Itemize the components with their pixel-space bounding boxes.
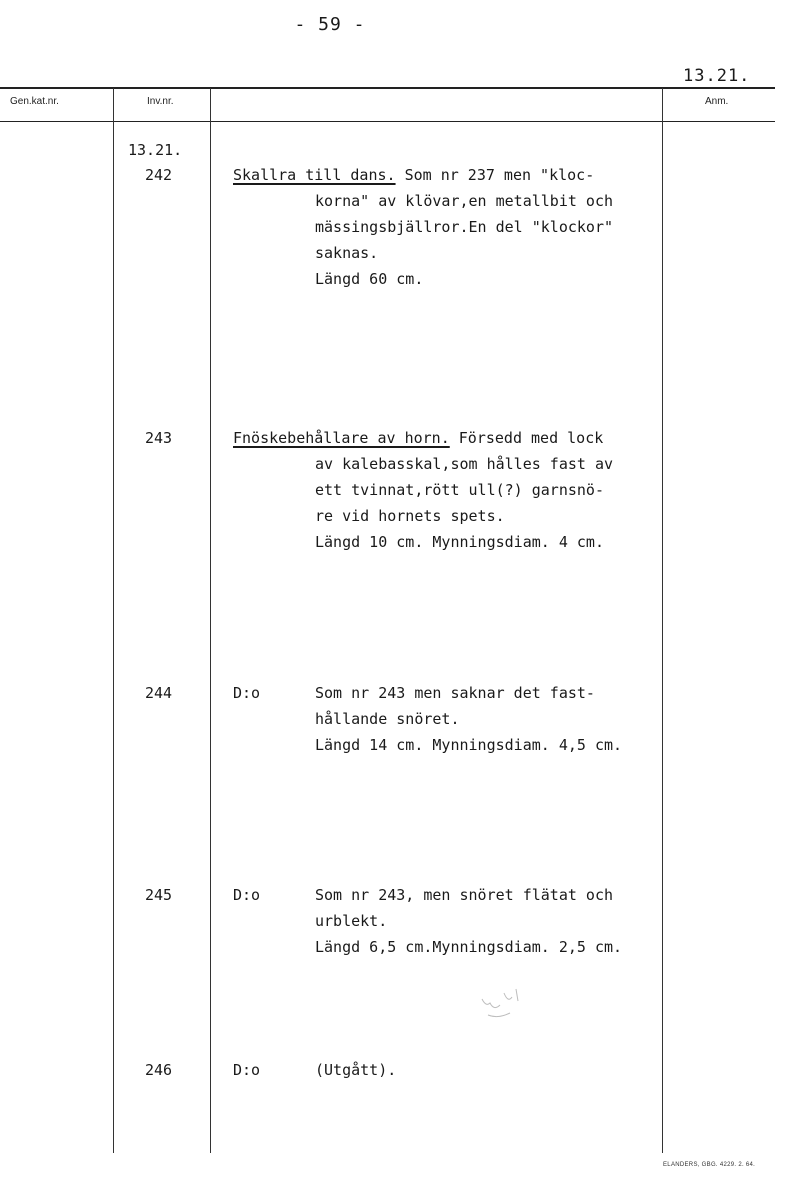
entry-first-line bbox=[233, 162, 594, 188]
description-line: Längd 60 cm. bbox=[315, 270, 424, 288]
description-line: (Utgått). bbox=[315, 1061, 397, 1079]
inv-number: 242 bbox=[145, 166, 173, 184]
description-line: Som nr 243, men snöret flätat och bbox=[315, 886, 614, 904]
inv-number: 245 bbox=[145, 886, 173, 904]
description-line: Längd 10 cm. Mynningsdiam. 4 cm. bbox=[315, 533, 604, 551]
description-line: hållande snöret. bbox=[315, 710, 460, 728]
description-line: Som nr 243 men saknar det fast- bbox=[315, 684, 595, 702]
pencil-mark-scribble bbox=[478, 985, 528, 1025]
column-header-anm: Anm. bbox=[705, 96, 729, 107]
description-line: av kalebasskal,som hålles fast av bbox=[315, 455, 614, 473]
entry-title: Skallra till dans. bbox=[233, 166, 396, 184]
description-line: Längd 6,5 cm.Mynningsdiam. 2,5 cm. bbox=[315, 938, 623, 956]
header-bottom-rule bbox=[0, 121, 775, 122]
inv-number: 244 bbox=[145, 684, 173, 702]
inv-number: 246 bbox=[145, 1061, 173, 1079]
description-line: Som nr 237 men "kloc- bbox=[395, 166, 595, 184]
column-divider-inv-desc bbox=[210, 88, 211, 1153]
column-header-gen-kat-nr: Gen.kat.nr. bbox=[10, 96, 59, 107]
description-line: Försedd med lock bbox=[449, 429, 604, 447]
description-line: Längd 14 cm. Mynningsdiam. 4,5 cm. bbox=[315, 736, 623, 754]
printer-imprint: ELANDERS, GBG. 4229. 2. 64. bbox=[663, 1162, 756, 1168]
section-label: 13.21. bbox=[128, 141, 183, 159]
page-number: - 59 - bbox=[294, 14, 366, 35]
section-number-header: 13.21. bbox=[683, 66, 751, 86]
ditto-marker: D:o bbox=[233, 1061, 261, 1079]
description-line: mässingsbjällror.En del "klockor" bbox=[315, 218, 614, 236]
description-line: ett tvinnat,rött ull(?) garnsnö- bbox=[315, 481, 604, 499]
column-header-inv-nr: Inv.nr. bbox=[147, 96, 174, 107]
description-line: re vid hornets spets. bbox=[315, 507, 505, 525]
entry-title: Fnöskebehållare av horn. bbox=[233, 429, 450, 447]
entry-first-line bbox=[233, 425, 603, 451]
description-line: urblekt. bbox=[315, 912, 388, 930]
description-line: saknas. bbox=[315, 244, 379, 262]
header-top-rule bbox=[0, 87, 775, 89]
ditto-marker: D:o bbox=[233, 684, 261, 702]
description-line: korna" av klövar,en metallbit och bbox=[315, 192, 614, 210]
inv-number: 243 bbox=[145, 429, 173, 447]
ditto-marker: D:o bbox=[233, 886, 261, 904]
column-divider-desc-anm bbox=[662, 88, 663, 1153]
column-divider-gen-inv bbox=[113, 88, 114, 1153]
